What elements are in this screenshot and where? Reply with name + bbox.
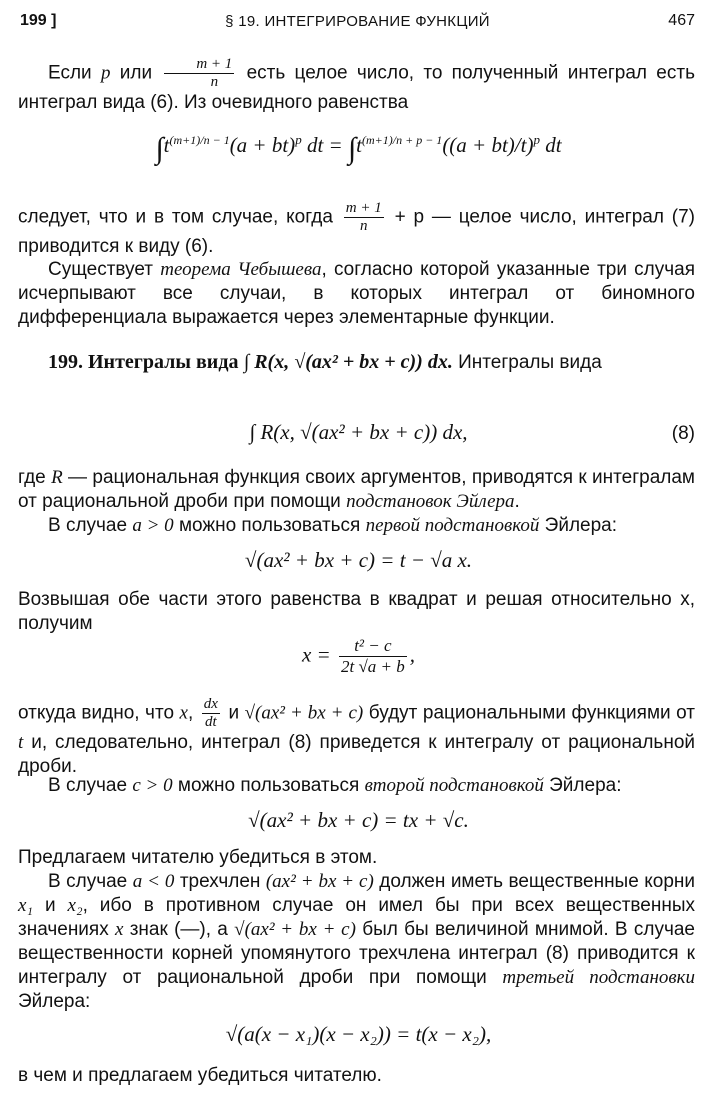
- text: Предлагаем читателю убедиться в этом.: [18, 847, 378, 868]
- paragraph-1: [18, 56, 695, 115]
- paragraph-4: [18, 466, 695, 514]
- text: можно пользоваться: [173, 515, 366, 536]
- running-header: [20, 12, 695, 38]
- header-chapter-title: § 19. ИНТЕГРИРОВАНИЕ ФУНКЦИЙ: [225, 13, 490, 30]
- text: должен иметь вещественные корни: [373, 871, 695, 892]
- math-var: t: [356, 133, 363, 157]
- math-expr: c > 0: [132, 775, 173, 796]
- math-var: x: [179, 702, 188, 724]
- text: Существует: [48, 259, 161, 280]
- text: можно пользоваться: [172, 775, 365, 796]
- math-expr: a < 0: [132, 871, 175, 892]
- paragraph-2: [18, 200, 695, 259]
- text: ,: [187, 702, 199, 724]
- denominator: 2t √a + b: [340, 657, 405, 676]
- text: — рациональная функция своих аргументов, приводятся к интегралам от рациональной дроби при помощи: [18, 467, 695, 512]
- math-expr: dt: [539, 133, 562, 157]
- text: Возвышая обе части этого равенства в квадрат и решая относительно x, получим: [18, 589, 695, 634]
- text: и: [222, 702, 245, 724]
- math-var: p: [100, 62, 111, 84]
- text: есть целое число, то полученный интеграл есть интеграл вида (6). Из очевидного равенства: [18, 62, 695, 113]
- text: где: [18, 467, 52, 488]
- section-heading: [18, 350, 695, 375]
- paragraph-9: [18, 846, 695, 870]
- math-var: t: [18, 732, 24, 753]
- emphasis: первой подстановкой: [365, 515, 540, 536]
- integral-sign: ∫: [347, 132, 357, 165]
- formula-binomial-equality: [0, 132, 717, 166]
- math-var: t: [163, 133, 170, 157]
- numerator: t² − c: [339, 636, 407, 657]
- formula-euler-1: [0, 548, 717, 573]
- emphasis: третьей подстановки: [502, 967, 696, 988]
- page-number: 467: [668, 12, 695, 29]
- formula-8: [0, 420, 717, 445]
- fraction: [202, 696, 220, 731]
- math-expr: √(ax² + bx + c) = tx + √c.: [248, 808, 469, 832]
- text: будут рациональными функциями от: [363, 702, 696, 724]
- paragraph-6: [18, 588, 695, 636]
- text: В случае: [48, 515, 133, 536]
- exponent: (m+1)/n − 1: [169, 133, 230, 147]
- text: знак (—), а: [123, 919, 235, 940]
- emphasis: подстановок Эйлера: [346, 491, 515, 512]
- text: Эйлера:: [543, 775, 622, 796]
- numerator: dx: [203, 696, 218, 712]
- math-var: x: [115, 919, 124, 940]
- math-expr: dt =: [301, 133, 348, 157]
- text: Если: [48, 62, 101, 84]
- math-expr: √(ax² + bx + c): [234, 919, 356, 940]
- math-expr: ,: [409, 642, 416, 667]
- text: или: [110, 62, 162, 84]
- text: в чем и предлагаем убедиться читателю.: [18, 1065, 382, 1086]
- text: и, следовательно, интеграл (8) приведется к интегралу от рациональной дроби.: [18, 732, 695, 777]
- text: В случае: [48, 871, 133, 892]
- numerator: m + 1: [164, 56, 234, 74]
- emphasis: второй подстановкой: [364, 775, 544, 796]
- text: трехчлен: [174, 871, 266, 892]
- math-var: x₁: [18, 895, 34, 916]
- exponent: (m+1)/n + p − 1: [362, 133, 443, 147]
- equation-number: (8): [671, 423, 695, 444]
- section-formula: ∫ R(x, √(ax² + bx + c)) dx.: [243, 351, 453, 373]
- denominator: n: [210, 74, 219, 90]
- math-var: x₂: [67, 895, 83, 916]
- math-expr: ∫ R(x, √(ax² + bx + c)) dx,: [249, 420, 468, 444]
- text: .: [514, 491, 520, 512]
- text: следует, что и в том случае, когда: [18, 206, 341, 228]
- formula-x: [0, 636, 717, 677]
- numerator: m + 1: [345, 200, 382, 216]
- integral-sign: ∫: [155, 132, 164, 165]
- header-section-number: 199 ]: [20, 12, 57, 29]
- text: , согласно которой указанные три случая исчерпывают все случаи, в которых интеграл от биномного дифференциала выражается через элементарные функции.: [18, 259, 695, 328]
- denominator: dt: [205, 714, 217, 730]
- fraction: [339, 636, 407, 677]
- exponent: p: [533, 132, 540, 147]
- paragraph-11: [18, 1064, 695, 1088]
- text: откуда видно, что: [18, 702, 180, 724]
- text: и: [33, 895, 68, 916]
- paragraph-10: [18, 870, 695, 1014]
- math-expr: √(ax² + bx + c) = t − √a x.: [244, 548, 473, 572]
- text: Интегралы вида: [452, 352, 602, 373]
- math-expr: √(ax² + bx + c): [244, 702, 364, 724]
- formula-euler-2: [0, 808, 717, 833]
- paragraph-8: [18, 774, 695, 798]
- text: , ибо в противном случае он имел бы при всех вещественных значениях: [18, 895, 695, 940]
- math-expr: ((a + bt)/t): [442, 133, 534, 157]
- math-expr: a > 0: [132, 515, 174, 536]
- math-expr: (ax² + bx + c): [265, 871, 374, 892]
- fraction: [344, 200, 384, 235]
- section-title: 199. Интегралы вида: [48, 351, 239, 373]
- math-expr: √(a(x − x₁)(x − x₂)) = t(x − x₂),: [225, 1022, 492, 1046]
- text: был бы величиной мнимой. В случае вещественности корней упомянутого трехчлена интеграл (8) приводится к интегралу от рациональной дроби при помощи: [18, 919, 695, 988]
- emphasis: теорема Чебышева: [160, 259, 322, 280]
- fraction: [164, 56, 234, 91]
- paragraph-3: [18, 258, 695, 330]
- paragraph-5: [18, 514, 695, 538]
- math-var: R: [51, 467, 63, 488]
- exponent: p: [295, 132, 302, 147]
- denominator: n: [360, 218, 368, 234]
- paragraph-7: [18, 696, 695, 779]
- math-expr: (a + bt): [229, 133, 296, 157]
- math-expr: x =: [301, 642, 336, 667]
- text: Эйлера:: [18, 991, 91, 1012]
- text: + p — целое число, интеграл (7) приводится к виду (6).: [18, 206, 696, 257]
- text: Эйлера:: [539, 515, 618, 536]
- formula-euler-3: [0, 1022, 717, 1047]
- text: В случае: [48, 775, 133, 796]
